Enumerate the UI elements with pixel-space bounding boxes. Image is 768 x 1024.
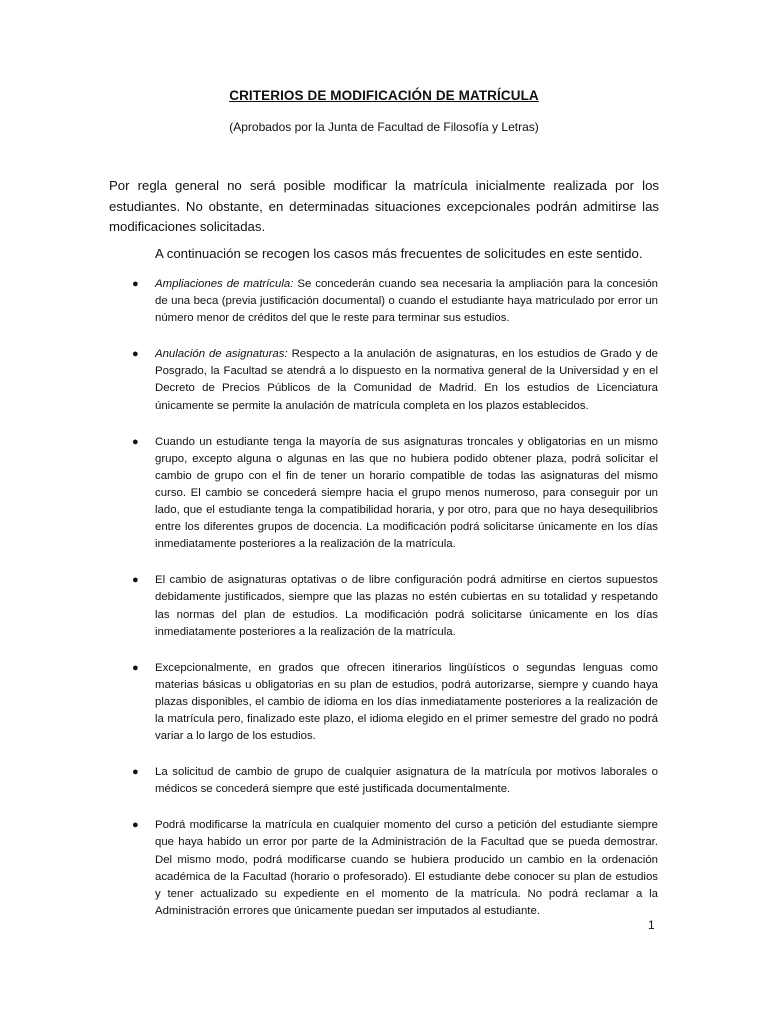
list-item [132, 817, 658, 920]
list-item [132, 660, 658, 745]
list-item [132, 346, 658, 414]
bullet-icon: ● [132, 766, 139, 779]
item-text: Se concederán cuando sea necesaria la ampliación para la concesión de una beca (previa justificación documental) o cuando el estudiante haya matriculado por error un número menor de créditos del que le reste para terminar sus estudios. [155, 278, 658, 325]
item-text: Excepcionalmente, en grados que ofrecen itinerarios lingüísticos o segundas lenguas como materias básicas u obligatorias en su plan de estudios, podrá autorizarse, siempre y cuando haya plazas disponibles, el cambio de idioma en los días inmediatamente posteriores a la realización de la matrícula pero, finalizado este plazo, el idioma elegido en el primer semestre del grado no podrá variar a lo largo de los estudios. [155, 661, 658, 743]
item-text: Respecto a la anulación de asignaturas, en los estudios de Grado y de Posgrado, la Facultad se atendrá a lo dispuesto en la normativa general de la Universidad y en el Decreto de Precios Públicos de la Comunidad de Madrid. En los estudios de Licenciatura únicamente se permite la anulación de matrícula completa en los plazos establecidos. [155, 348, 658, 412]
bullet-icon: ● [132, 278, 139, 290]
bullet-icon: ● [132, 661, 139, 674]
criteria-list [0, 276, 768, 939]
bullet-icon: ● [132, 435, 139, 448]
bullet-icon: ● [132, 819, 139, 832]
document-subtitle: (Aprobados por la Junta de Facultad de Filosofía y Letras) [229, 120, 539, 134]
intro-paragraph: Por regla general no será posible modificar la matrícula inicialmente realizada por los estudiantes. No obstante, en determinadas situaciones excepcionales podrán admitirse las modificaciones solicitadas. [109, 178, 659, 234]
list-item [132, 572, 658, 640]
page-number: 1 [648, 918, 655, 932]
intro-paragraph-2: A continuación se recogen los casos más frecuentes de solicitudes en este sentido. [155, 246, 643, 261]
list-item [132, 434, 658, 554]
item-lead: Ampliaciones de matrícula: [155, 278, 294, 290]
item-text: Podrá modificarse la matrícula en cualquier momento del curso a petición del estudiante siempre que haya habido un error por parte de la Administración de la Facultad que se pueda demostrar. Del mismo modo, podrá modificarse cuando se hubiera producido un cambio en la ordenación académica de la Facultad (horario o profesorado). El estudiante debe conocer su plan de estudios y tener actualizado su expediente en el momento de la matrícula. No podrá reclamar a la Administración errores que únicamente puedan ser imputados al estudiante. [155, 819, 658, 917]
item-text: La solicitud de cambio de grupo de cualquier asignatura de la matrícula por motivos laborales o médicos se concederá siempre que esté justificada documentalmente. [155, 766, 658, 796]
bullet-icon: ● [132, 348, 139, 361]
list-item [132, 764, 658, 798]
item-text: Cuando un estudiante tenga la mayoría de sus asignaturas troncales y obligatorias en un mismo grupo, excepto alguna o algunas en las que no hubiera podido obtener plaza, podrá solicitar el cambio de grupo con el fin de tener un horario compatible de todas las asignaturas del mismo curso. El cambio se concederá siempre hacia el grupo menos numeroso, para conseguir por un lado, que el estudiante tenga la compatibilidad horaria, y por otro, para que no haya desequilibrios entre los diferentes grupos de docencia. La modificación podrá solicitarse únicamente en los días inmediatamente posteriores a la realización de la matrícula. [155, 435, 658, 551]
document-title: CRITERIOS DE MODIFICACIÓN DE MATRÍCULA [229, 88, 539, 103]
bullet-icon: ● [132, 574, 139, 587]
item-lead: Anulación de asignaturas: [155, 348, 288, 361]
item-text: El cambio de asignaturas optativas o de libre configuración podrá admitirse en ciertos supuestos debidamente justificados, siempre que las plazas no estén cubiertas en su totalidad y respetando las normas del plan de estudios. La modificación podrá solicitarse únicamente en los días inmediatamente posteriores a la realización de la matrícula. [155, 574, 658, 638]
list-item [132, 276, 658, 327]
